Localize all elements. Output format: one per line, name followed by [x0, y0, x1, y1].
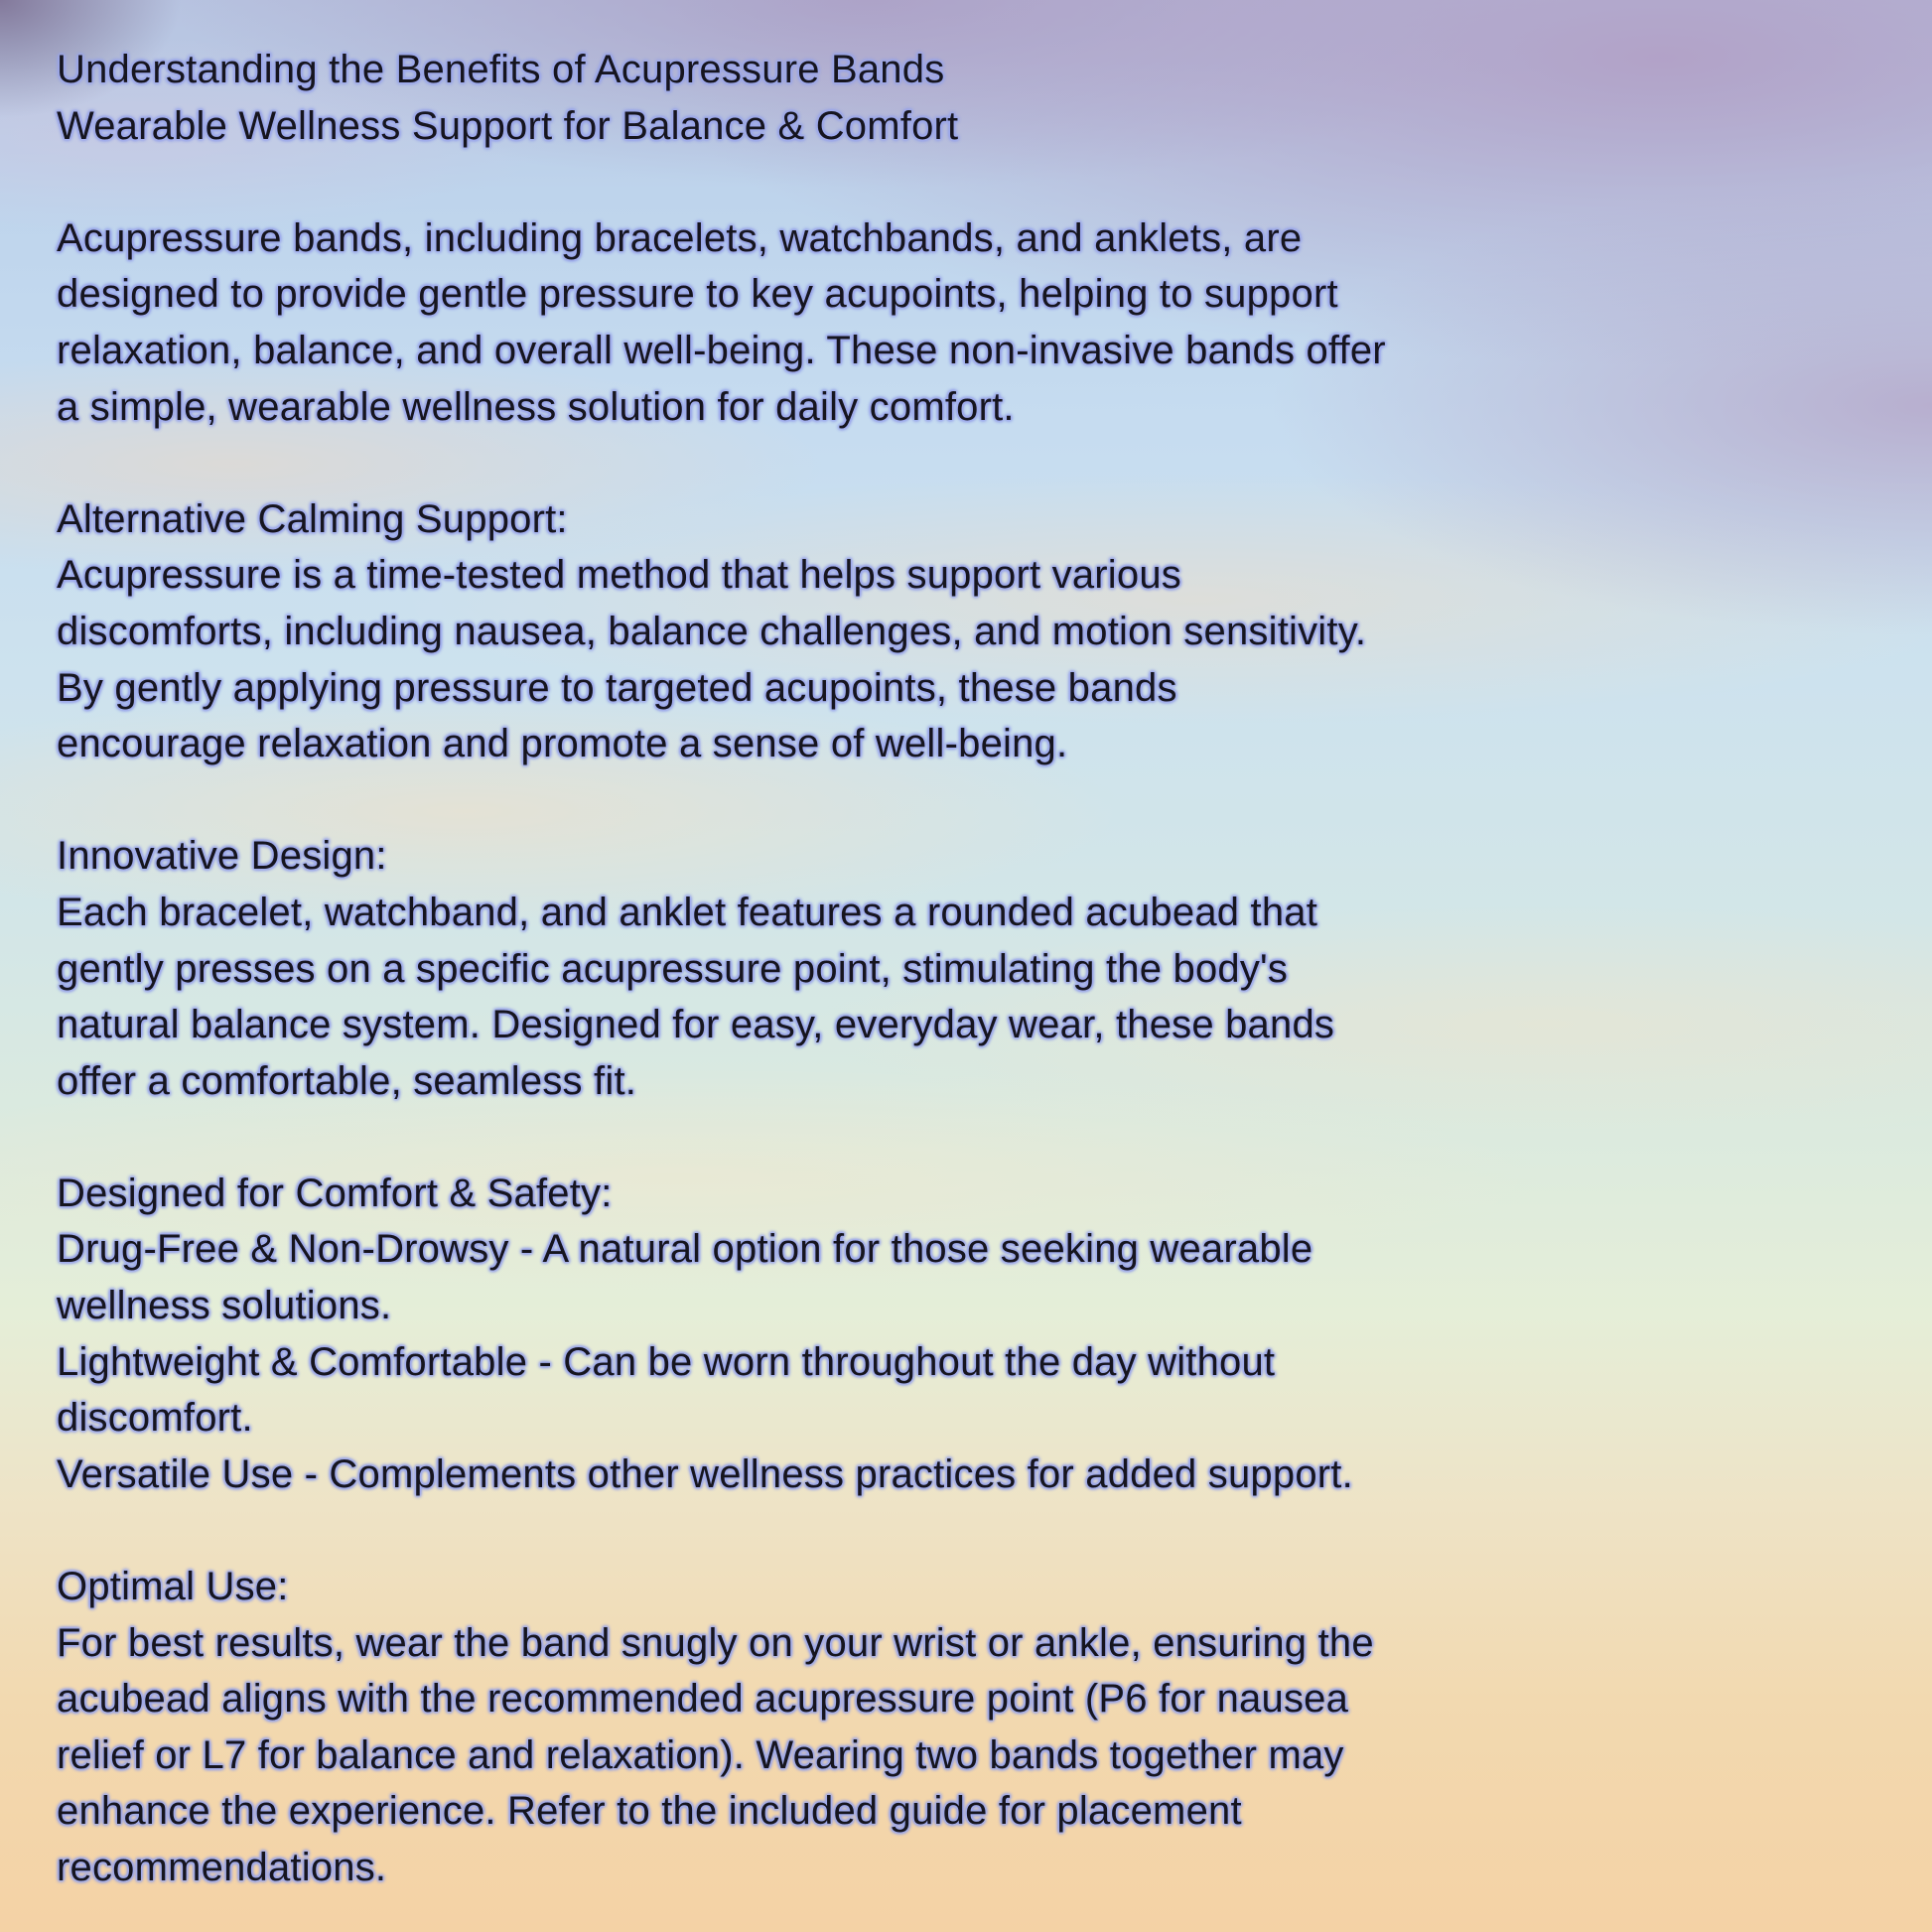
page-subtitle: Wearable Wellness Support for Balance & Comfort: [57, 103, 959, 148]
text-line: Lightweight & Comfortable - Can be worn throughout the day without: [57, 1339, 1276, 1384]
text-line: Each bracelet, watchband, and anklet features a rounded acubead that: [57, 890, 1318, 934]
text-line: discomfort.: [57, 1396, 253, 1441]
text-line: relief or L7 for balance and relaxation). Wearing two bands together may: [57, 1732, 1344, 1777]
title-block: [57, 42, 1904, 154]
text-line: natural balance system. Designed for easy, everyday wear, these bands: [57, 1003, 1335, 1047]
section-heading: Innovative Design:: [57, 834, 387, 879]
section-intro: [57, 210, 1904, 435]
section-innovative-design: [57, 828, 1904, 1109]
text-line: discomforts, including nausea, balance challenges, and motion sensitivity.: [57, 609, 1367, 653]
text-line: recommendations.: [57, 1846, 387, 1889]
text-line: designed to provide gentle pressure to key acupoints, helping to support: [57, 272, 1338, 317]
section-heading: Designed for Comfort & Safety:: [57, 1171, 613, 1215]
text-line: For best results, wear the band snugly on your wrist or ankle, ensuring the: [57, 1620, 1374, 1665]
text-line: By gently applying pressure to targeted acupoints, these bands: [57, 665, 1177, 710]
section-alternative-calming-support: [57, 491, 1904, 772]
text-line: offer a comfortable, seamless fit.: [57, 1058, 637, 1103]
text-line: Drug-Free & Non-Drowsy - A natural option for those seeking wearable: [57, 1227, 1313, 1272]
section-comfort-safety: [57, 1166, 1904, 1503]
text-line: Acupressure is a time-tested method that helps support various: [57, 553, 1181, 598]
section-optimal-use: [57, 1559, 1904, 1896]
section-heading: Optimal Use:: [57, 1565, 289, 1609]
text-line: acubead aligns with the recommended acupressure point (P6 for nausea: [57, 1677, 1349, 1722]
section-heading: Alternative Calming Support:: [57, 496, 568, 541]
text-line: Acupressure bands, including bracelets, watchbands, and anklets, are: [57, 215, 1303, 260]
text-line: Versatile Use - Complements other wellness practices for added support.: [57, 1451, 1353, 1496]
text-line: encourage relaxation and promote a sense of well-being.: [57, 722, 1068, 766]
text-content: [57, 42, 1904, 1896]
page-title: Understanding the Benefits of Acupressure Bands: [57, 48, 945, 91]
text-line: enhance the experience. Refer to the included guide for placement: [57, 1789, 1242, 1834]
text-line: wellness solutions.: [57, 1284, 392, 1328]
text-line: relaxation, balance, and overall well-being. These non-invasive bands offer: [57, 328, 1386, 372]
text-line: gently presses on a specific acupressure point, stimulating the body's: [57, 946, 1289, 991]
text-line: a simple, wearable wellness solution for daily comfort.: [57, 384, 1015, 429]
